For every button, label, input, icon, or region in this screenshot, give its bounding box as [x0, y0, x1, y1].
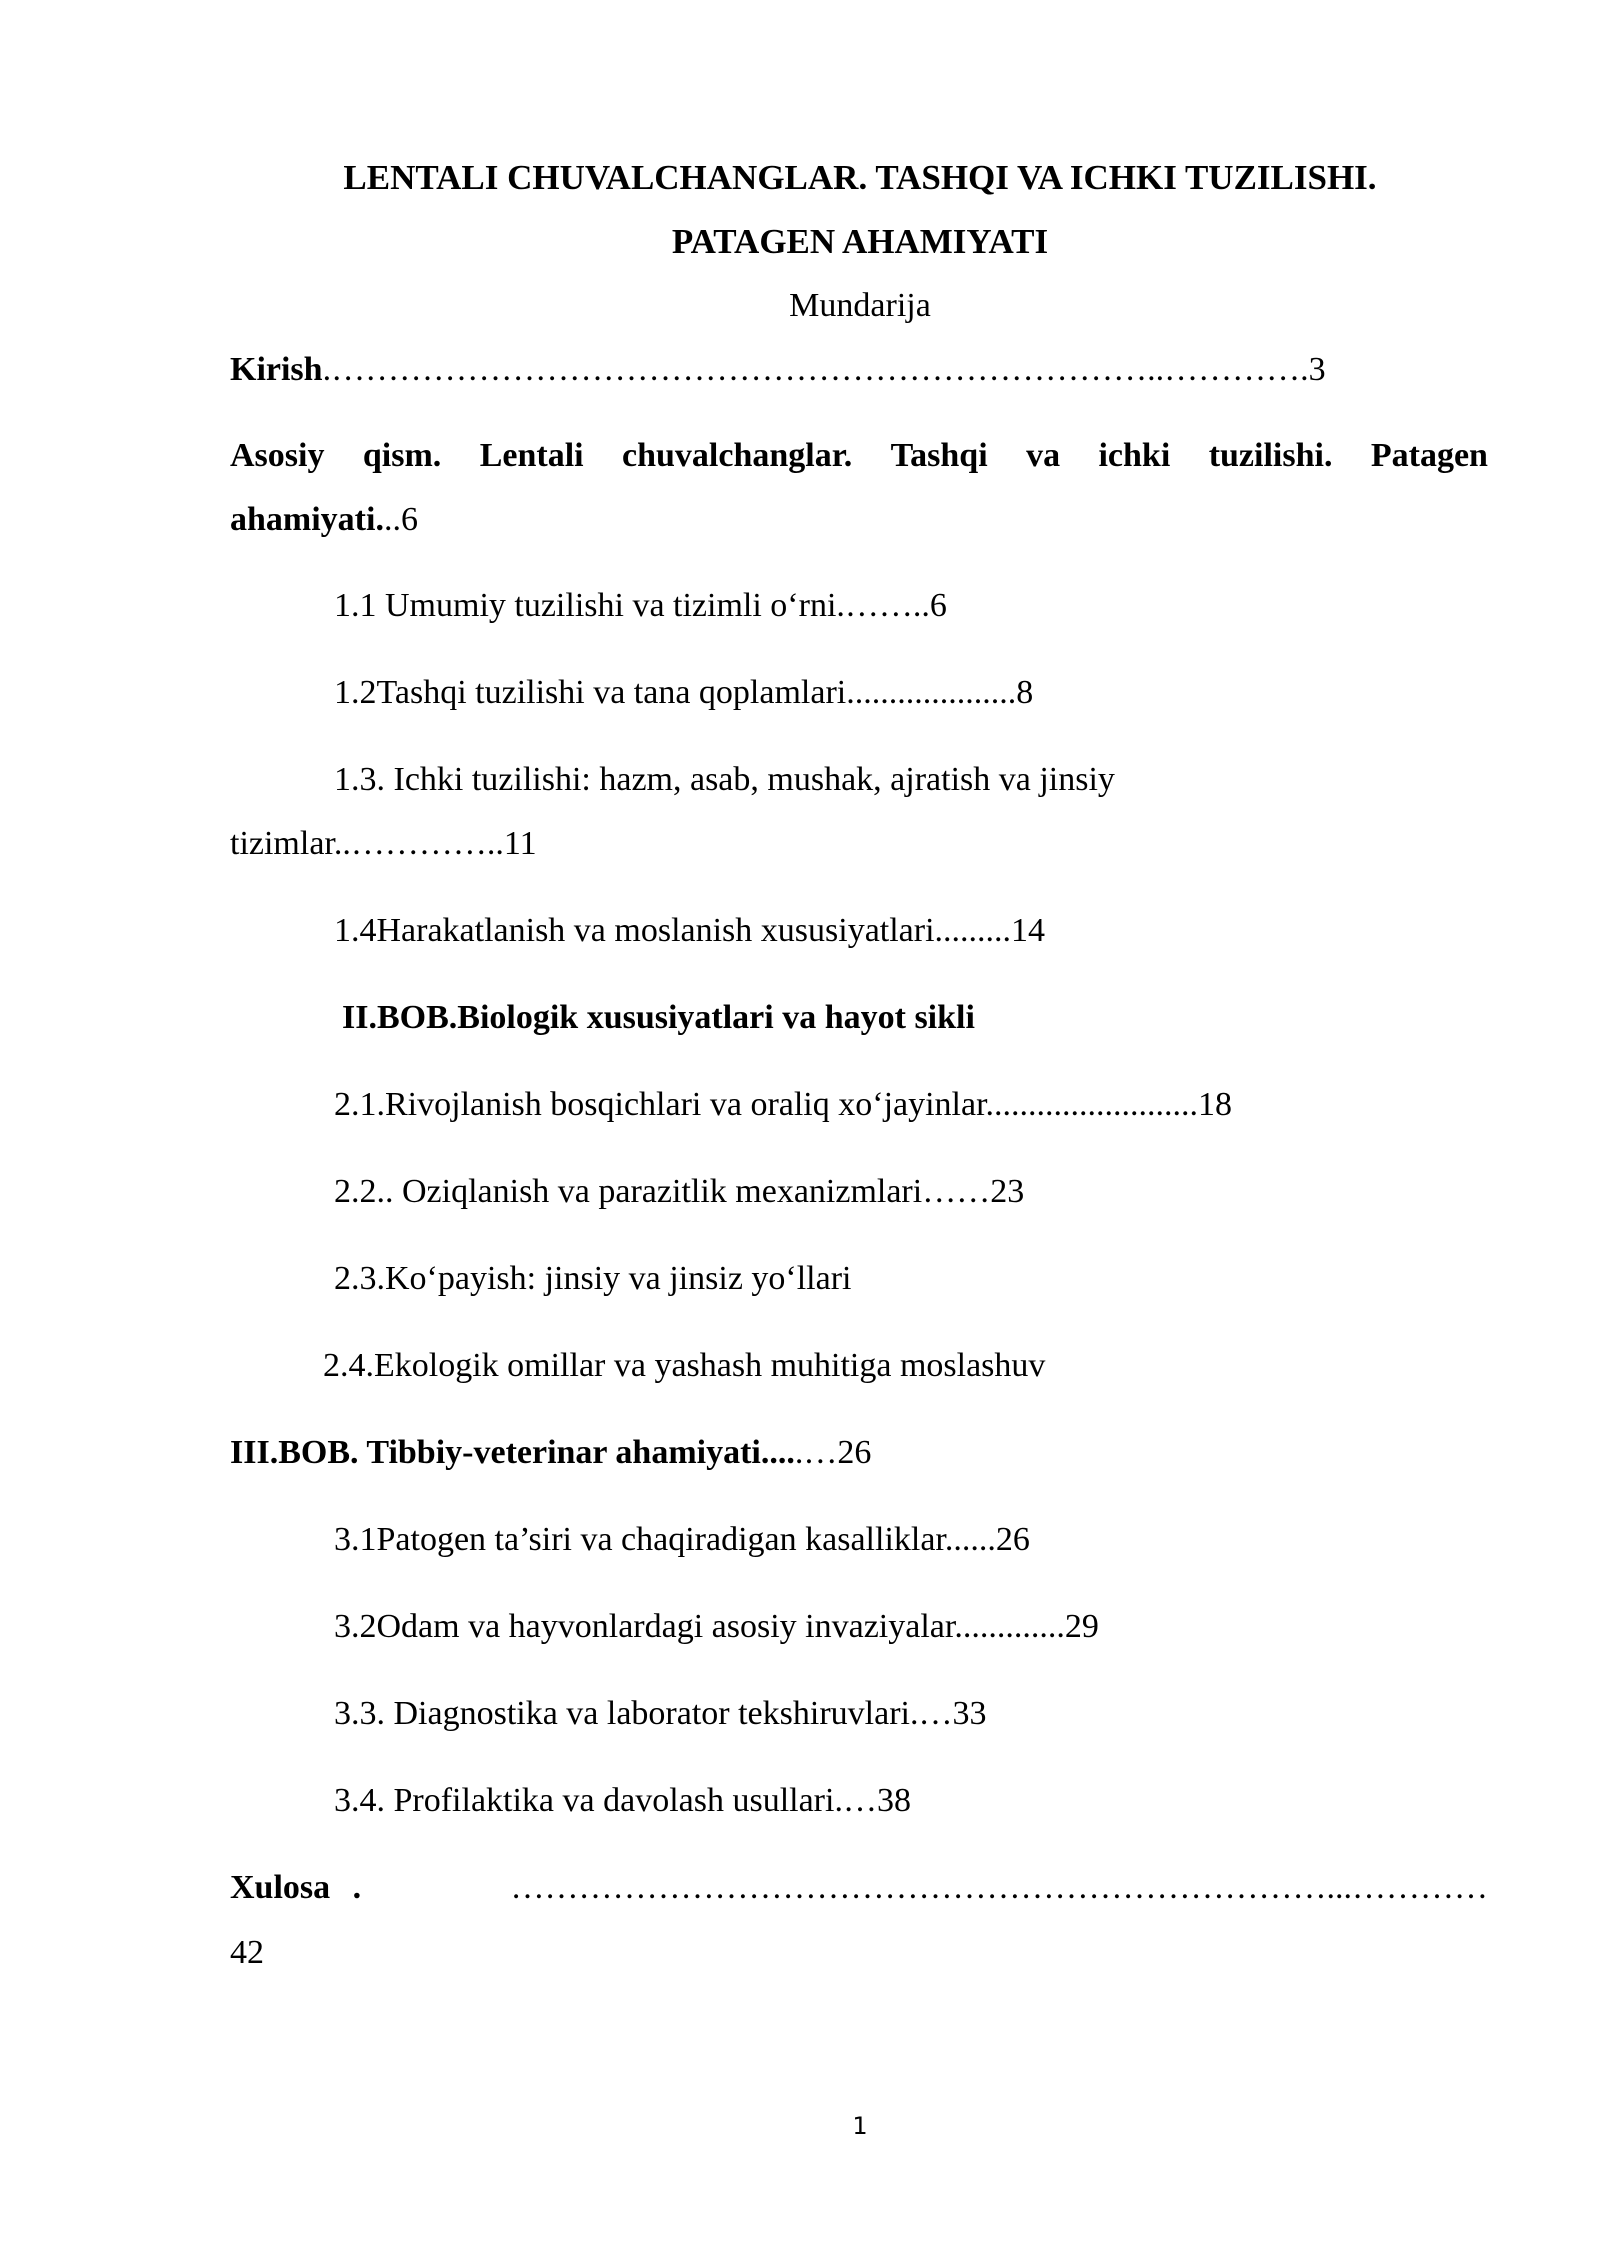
- toc-word: Asosiy: [230, 437, 325, 474]
- toc-entry-asosiy-continued: [230, 500, 418, 540]
- toc-entry-1-1: 1.1 Umumiy tuzilishi va tizimli o‘rni.……..6: [334, 587, 947, 624]
- toc-entry-leader: ………………………………………………………………...…………: [510, 1869, 1488, 1906]
- toc-entry-xulosa-page: 42: [230, 1934, 264, 1971]
- toc-chapter-2: II.BOB.Biologik xususiyatlari va hayot sikli: [342, 999, 975, 1036]
- toc-entry-label: ahamiyati.: [230, 501, 384, 538]
- toc-entry-label: Kirish: [230, 351, 323, 388]
- toc-entry-3-3: 3.3. Diagnostika va laborator tekshiruvlari.…33: [334, 1695, 987, 1732]
- toc-entry-3-1: 3.1Patogen ta’siri va chaqiradigan kasalliklar......26: [334, 1521, 1030, 1558]
- toc-entry-1-3: 1.3. Ichki tuzilishi: hazm, asab, mushak, ajratish va jinsiy: [334, 761, 1115, 798]
- toc-entry-1-3-continued: tizimlar..…………..11: [230, 825, 537, 862]
- toc-word: chuvalchanglar.: [622, 437, 853, 474]
- page-number: 1: [852, 2112, 868, 2140]
- toc-entry-leader: .………………………………………………………………..………….3: [322, 351, 1326, 388]
- toc-word: Lentali: [479, 437, 584, 474]
- toc-entry-kirish: [230, 350, 1326, 390]
- toc-entry-2-4: 2.4.Ekologik omillar va yashash muhitiga moslashuv: [323, 1347, 1046, 1384]
- toc-entry-2-3: 2.3.Ko‘payish: jinsiy va jinsiz yo‘llari: [334, 1260, 852, 1297]
- toc-word: Patagen: [1370, 437, 1488, 474]
- toc-entry-2-2: 2.2.. Oziqlanish va parazitlik mexanizmlari……23: [334, 1173, 1025, 1210]
- document-title-line-1: LENTALI CHUVALCHANGLAR. TASHQI VA ICHKI TUZILISHI.: [343, 158, 1377, 197]
- toc-word: qism.: [362, 437, 442, 474]
- toc-word: Tashqi: [890, 437, 988, 474]
- toc-entry-1-2: 1.2Tashqi tuzilishi va tana qoplamlari....................8: [334, 674, 1034, 711]
- toc-heading: Mundarija: [789, 287, 931, 324]
- toc-entry-label: III.BOB. Tibbiy-veterinar ahamiyati....: [230, 1434, 795, 1471]
- toc-entry-3-4: 3.4. Profilaktika va davolash usullari.…38: [334, 1782, 911, 1819]
- toc-entry-asosiy: [230, 436, 1488, 476]
- toc-entry-xulosa: [230, 1868, 1488, 1908]
- toc-entry-label: Xulosa: [230, 1869, 331, 1906]
- toc-entry-dot: .: [352, 1869, 362, 1906]
- toc-entry-page: ..6: [383, 501, 418, 538]
- toc-word: tuzilishi.: [1208, 437, 1333, 474]
- toc-chapter-3: [230, 1433, 871, 1473]
- toc-entry-1-4: 1.4Harakatlanish va moslanish xususiyatlari.........14: [334, 912, 1046, 949]
- toc-word: va: [1026, 437, 1061, 474]
- toc-entry-2-1: 2.1.Rivojlanish bosqichlari va oraliq xo‘jayinlar.........................18: [334, 1086, 1233, 1123]
- document-title-line-2: PATAGEN AHAMIYATI: [671, 222, 1049, 261]
- toc-word: ichki: [1098, 437, 1171, 474]
- toc-entry-page: .…26: [794, 1434, 872, 1471]
- toc-entry-3-2: 3.2Odam va hayvonlardagi asosiy invaziyalar.............29: [334, 1608, 1099, 1645]
